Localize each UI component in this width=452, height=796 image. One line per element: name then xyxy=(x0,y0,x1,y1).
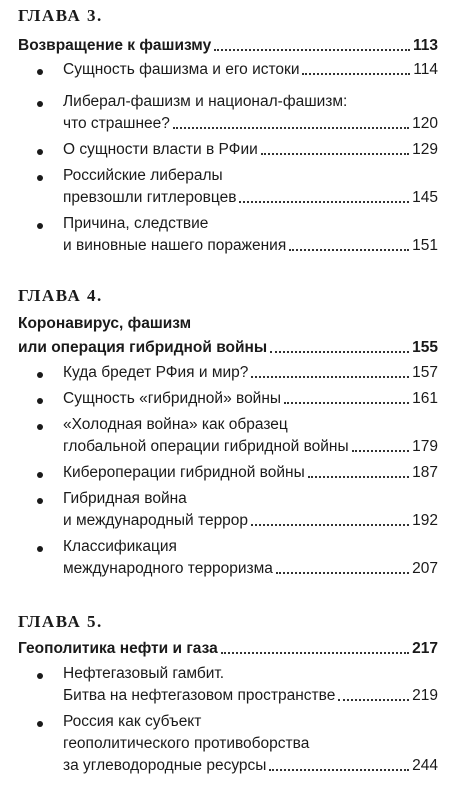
bullet-icon xyxy=(37,498,43,504)
chapter-4-title-line: Коронавирус, фашизм xyxy=(18,315,192,332)
page-number: 155 xyxy=(412,339,438,356)
bullet-icon xyxy=(37,223,43,229)
bullet-icon xyxy=(37,673,43,679)
page-number: 157 xyxy=(412,364,438,381)
toc-entry: глобальной операции гибридной войны 179 xyxy=(63,438,438,455)
toc-entry: Битва на нефтегазовом пространстве 219 xyxy=(63,687,438,704)
page-number: 120 xyxy=(412,115,438,132)
bullet-icon xyxy=(37,546,43,552)
toc-entry: Куда бредет РФия и мир? 157 xyxy=(63,364,438,381)
page-number: 219 xyxy=(412,687,438,704)
page-number: 129 xyxy=(412,141,438,158)
page-number: 217 xyxy=(412,640,438,657)
toc-entry: и международный террор 192 xyxy=(63,512,438,529)
toc-entry: Сущность «гибридной» войны 161 xyxy=(63,390,438,407)
page-number: 145 xyxy=(412,189,438,206)
toc-entry-line: Российские либералы xyxy=(63,167,223,184)
toc-entry-line: Нефтегазовый гамбит. xyxy=(63,665,225,682)
chapter-4-title: или операция гибридной войны 155 xyxy=(18,339,438,356)
toc-entry: превзошли гитлеровцев 145 xyxy=(63,189,438,206)
chapter-3-title: Возвращение к фашизму 113 xyxy=(18,37,438,54)
page-number: 179 xyxy=(412,438,438,455)
chapter-3-label: ГЛАВА 3. xyxy=(18,6,103,25)
page-number: 207 xyxy=(412,560,438,577)
toc-entry: О сущности власти в РФии 129 xyxy=(63,141,438,158)
bullet-icon xyxy=(37,372,43,378)
toc-entry: и виновные нашего поражения 151 xyxy=(63,237,438,254)
bullet-icon xyxy=(37,398,43,404)
page-number: 244 xyxy=(412,757,438,774)
page-number: 192 xyxy=(412,512,438,529)
page-number: 113 xyxy=(412,37,438,54)
bullet-icon xyxy=(37,175,43,181)
bullet-icon xyxy=(37,721,43,727)
toc-entry: Кибероперации гибридной войны 187 xyxy=(63,464,438,481)
toc-entry-line: Либерал-фашизм и национал-фашизм: xyxy=(63,93,348,110)
chapter-4-label: ГЛАВА 4. xyxy=(18,286,103,305)
bullet-icon xyxy=(37,149,43,155)
chapter-5-title: Геополитика нефти и газа 217 xyxy=(18,640,438,657)
page-number: 161 xyxy=(412,390,438,407)
toc-entry-line: геополитического противоборства xyxy=(63,735,310,752)
bullet-icon xyxy=(37,424,43,430)
toc-entry-line: Причина, следствие xyxy=(63,215,209,232)
bullet-icon xyxy=(37,101,43,107)
toc-entry: Сущность фашизма и его истоки 114 xyxy=(63,61,438,78)
toc-entry: международного терроризма 207 xyxy=(63,560,438,577)
page-number: 187 xyxy=(412,464,438,481)
toc-entry: что страшнее? 120 xyxy=(63,115,438,132)
bullet-icon xyxy=(37,472,43,478)
bullet-icon xyxy=(37,69,43,75)
page-number: 151 xyxy=(412,237,438,254)
page-number: 114 xyxy=(413,61,438,78)
chapter-5-label: ГЛАВА 5. xyxy=(18,612,103,631)
toc-entry-line: Классификация xyxy=(63,538,177,555)
toc-entry-line: «Холодная война» как образец xyxy=(63,416,288,433)
toc-entry: за углеводородные ресурсы 244 xyxy=(63,757,438,774)
toc-entry-line: Гибридная война xyxy=(63,490,187,507)
toc-entry-line: Россия как субъект xyxy=(63,713,202,730)
